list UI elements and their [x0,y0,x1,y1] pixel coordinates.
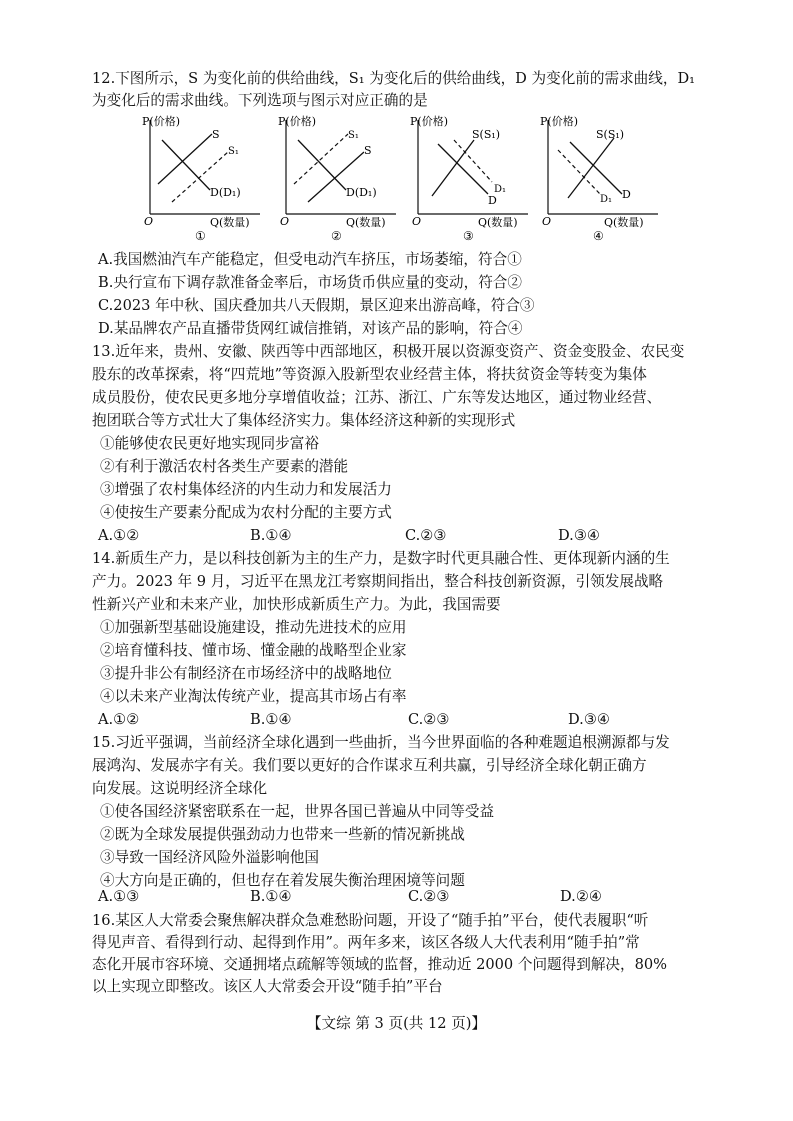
q15-stem-line3: 向发展。这说明经济全球化 [92,780,268,797]
graph-1-ylabel: P(价格) [142,115,180,128]
supply-demand-graph-3 [408,114,538,244]
graph-4-origin: O [542,215,552,228]
graph-1-label-c: D(D₁) [210,186,241,199]
graph-4-ylabel: P(价格) [540,115,578,128]
q13-item-3: ③增强了农村集体经济的内生动力和发展活力 [100,481,392,498]
q14-stem-line1: 14.新质生产力，是以科技创新为主的生产力，是数字时代更具融合性、更体现新内涵的生 [92,550,670,567]
graph-1-curve-d [162,140,210,190]
page-footer: 【文综 第 3 页(共 12 页)】 [306,1015,487,1032]
graph-2-curve-s1 [294,134,348,184]
q16-stem-line4: 以上实现立即整改。该区人大常委会开设“随手拍”平台 [92,978,443,995]
q12-stem-line1: 12.下图所示，S 为变化前的供给曲线，S₁ 为变化后的供给曲线，D 为变化前的需求曲线，D₁ [92,70,696,87]
q14-choice-b: B.①④ [250,711,292,728]
graph-2-svg [276,114,406,244]
graph-3-curve-d [438,144,488,194]
graph-3-label-c: D [488,194,497,207]
q13-choice-c: C.②③ [405,527,447,544]
graph-1-curve-s [158,134,212,184]
graph-1-svg [140,114,270,244]
q14-item-4: ④以未来产业淘汰传统产业，提高其市场占有率 [100,688,407,705]
q13-choice-d: D.③④ [558,527,600,544]
q12-option-a: A.我国燃油汽车产能稳定，但受电动汽车挤压，市场萎缩，符合① [98,251,522,268]
q15-choice-c: C.②③ [408,888,450,905]
graph-1-xlabel: Q(数量) [210,216,250,229]
q13-stem-line4: 抱团联合等方式壮大了集体经济实力。集体经济这种新的实现形式 [92,412,516,429]
q15-item-3: ③导致一国经济风险外溢影响他国 [100,849,319,866]
q14-choice-c: C.②③ [408,711,450,728]
graph-3-curve-s [432,140,474,196]
q13-item-1: ①能够使农民更好地实现同步富裕 [100,435,319,452]
q13-item-2: ②有利于激活农村各类生产要素的潜能 [100,458,349,475]
q14-stem-line3: 性新兴产业和未来产业，加快形成新质生产力。为此，我国需要 [92,596,501,613]
graph-1-caption: ① [195,229,206,243]
graph-3-curve-d1 [454,140,492,182]
graph-2-label-a: S₁ [348,130,359,141]
graph-4-label-a: S(S₁) [596,128,625,141]
graph-4-label-c: D [622,188,631,201]
q13-choice-a: A.①② [98,527,140,544]
graph-2-caption: ② [331,229,342,243]
graph-2-curve-d [298,140,346,190]
q15-choice-b: B.①④ [250,888,292,905]
supply-demand-graph-2 [276,114,406,244]
q16-stem-line2: 得见声音、看得到行动、起得到作用”。两年多来，该区各级人大代表利用“随手拍”常 [92,934,640,951]
q16-stem-line3: 态化开展市容环境、交通拥堵点疏解等领域的监督，推动近 2000 个问题得到解决，80% [92,956,668,973]
graph-3-ylabel: P(价格) [410,115,448,128]
q14-item-3: ③提升非公有制经济在市场经济中的战略地位 [100,665,392,682]
q15-item-4: ④大方向是正确的，但也存在着发展失衡治理困境等问题 [100,872,465,889]
q14-item-2: ②培育懂科技、懂市场、懂金融的战略型企业家 [100,642,407,659]
q15-stem-line2: 展鸿沟、发展赤字有关。我们要以更好的合作谋求互利共赢，引导经济全球化朝正确方 [92,757,647,774]
q14-choice-a: A.①② [98,711,140,728]
graph-2-origin: O [280,215,290,228]
graph-3-origin: O [412,215,422,228]
q14-choice-d: D.③④ [568,711,610,728]
supply-demand-graph-1 [140,114,270,244]
graph-1-label-b: S₁ [228,146,239,157]
q16-stem-line1: 16.某区人大常委会聚焦解决群众急难愁盼问题，开设了“随手拍”平台，使代表履职“听 [92,912,649,929]
graph-4-curve-d1 [558,150,600,194]
supply-demand-graph-4 [538,114,668,244]
graph-2-ylabel: P(价格) [278,115,316,128]
graph-3-xlabel: Q(数量) [478,216,518,229]
q15-stem-line1: 15.习近平强调，当前经济全球化遇到一些曲折，当今世界面临的各种难题追根溯源都与发 [92,734,670,751]
q14-item-1: ①加强新型基础设施建设，推动先进技术的应用 [100,619,407,636]
graph-3-svg [408,114,538,244]
q14-stem-line2: 产力。2023 年 9 月，习近平在黑龙江考察期间指出，整合科技创新资源，引领发展战略 [92,573,664,590]
q12-option-b: B.央行宣布下调存款准备金率后，市场货币供应量的变动，符合② [98,274,522,291]
graph-1-origin: O [144,215,154,228]
q13-stem-line3: 成员股份，使农民更多地分享增值收益；江苏、浙江、广东等发达地区，通过物业经营、 [92,389,662,406]
q12-option-c: C.2023 年中秋、国庆叠加共八天假期，景区迎来出游高峰，符合③ [98,297,535,314]
graph-2-xlabel: Q(数量) [346,216,386,229]
q15-item-1: ①使各国经济紧密联系在一起，世界各国已普遍从中同等受益 [100,803,495,820]
q12-option-d: D.某品牌农产品直播带货网红诚信推销，对该产品的影响，符合④ [98,320,523,337]
graph-1-label-a: S [212,128,220,141]
graph-4-label-b: D₁ [600,194,613,205]
graph-3-label-b: D₁ [494,184,507,195]
q13-item-4: ④使按生产要素分配成为农村分配的主要方式 [100,504,392,521]
q15-choice-d: D.②④ [560,888,602,905]
graph-2-label-c: D(D₁) [346,186,377,199]
graph-2-label-b: S [364,144,372,157]
q13-stem-line1: 13.近年来，贵州、安徽、陕西等中西部地区，积极开展以资源变资产、资金变股金、农民变 [92,343,685,360]
q15-item-2: ②既为全球发展提供强劲动力也带来一些新的情况新挑战 [100,826,465,843]
graph-3-caption: ③ [463,229,474,243]
graph-4-caption: ④ [593,229,604,243]
q13-stem-line2: 股东的改革探索，将“四荒地”等资源入股新型农业经营主体，将扶贫资金等转变为集体 [92,366,647,383]
q15-choice-a: A.①③ [98,888,140,905]
q13-choice-b: B.①④ [250,527,292,544]
graph-4-xlabel: Q(数量) [604,216,644,229]
graph-4-svg [538,114,668,244]
graph-3-label-a: S(S₁) [472,128,501,141]
q12-stem-line2: 为变化后的需求曲线。下列选项与图示对应正确的是 [92,92,428,109]
